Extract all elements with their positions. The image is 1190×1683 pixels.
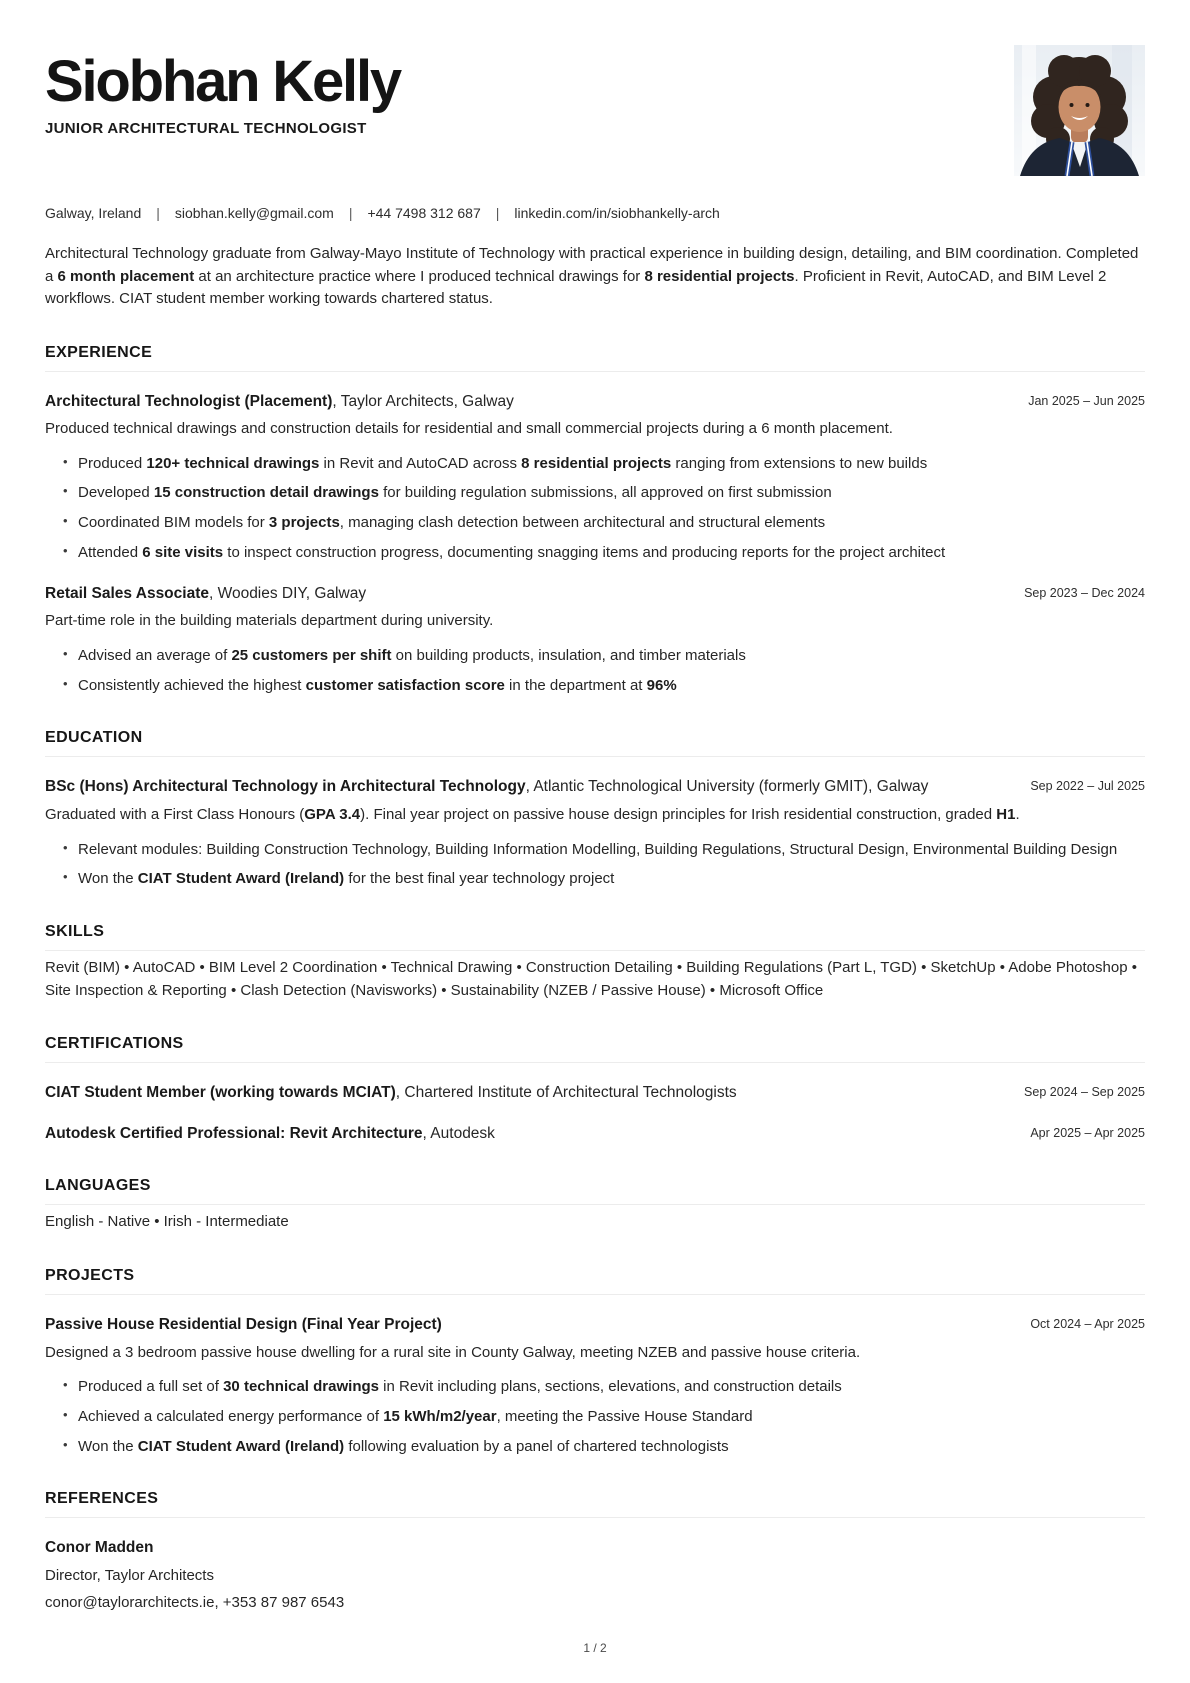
section-heading: SKILLS [45,923,105,941]
contact-separator: | [348,205,353,221]
section-heading: EDUCATION [45,729,143,747]
resume-body [45,344,1145,1615]
section-divider [45,371,1145,372]
resume-section [45,1035,1145,1144]
section-items [45,1314,1145,1457]
resume-section [45,1177,1145,1234]
profile-photo [1014,45,1145,176]
section-divider [45,1517,1145,1518]
resume-item [45,776,1145,890]
resume-item [45,583,1145,697]
resume-item [45,1211,1145,1234]
item-date: Sep 2024 – Sep 2025 [1024,1085,1145,1100]
resume-item [45,1314,1145,1457]
item-description: Produced technical drawings and construction details for residential and small commercial projects during a 6 month placement. [45,420,893,438]
item-description: English - Native • Irish - Intermediate [45,1213,289,1231]
resume-item [45,1082,1145,1104]
item-head [45,1123,1145,1145]
item-title: Architectural Technologist (Placement), Taylor Architects, Galway [45,392,514,410]
item-bullet-list [45,839,1145,891]
section-heading: EXPERIENCE [45,343,153,361]
resume-section [45,923,1145,1002]
section-heading: REFERENCES [45,1490,159,1508]
item-head [45,1314,1145,1336]
item-head [45,776,1145,798]
item-bullet-list [45,1376,1145,1457]
contact-item: linkedin.com/in/siobhankelly-arch [514,205,720,221]
bullet-item: • Consistently achieved the highest customer satisfaction score in the department at 96% [78,675,1145,697]
resume-item [45,391,1145,564]
page-footer [0,1641,1190,1655]
resume-section [45,344,1145,697]
item-date: Oct 2024 – Apr 2025 [1030,1316,1145,1331]
section-divider [45,1062,1145,1063]
item-title: Retail Sales Associate, Woodies DIY, Galway [45,584,367,602]
bullet-item: • Achieved a calculated energy performance of 15 kWh/m2/year, meeting the Passive House Standard [78,1406,1145,1428]
section-items [45,776,1145,890]
item-date: Jan 2025 – Jun 2025 [1028,393,1145,408]
bullet-item: • Advised an average of 25 customers per shift on building products, insulation, and timber materials [78,645,1145,667]
section-heading: PROJECTS [45,1266,135,1284]
item-title: Conor Madden [45,1539,154,1557]
item-head [45,1537,1145,1559]
contact-item: siobhan.kelly@gmail.com [174,205,334,221]
item-title: BSc (Hons) Architectural Technology in Architectural Technology, Atlantic Technological University (formerly GMIT), Galway [45,778,929,796]
resume-item [45,1537,1145,1614]
avatar-illustration [1014,45,1145,176]
bullet-item: • Produced 120+ technical drawings in Revit and AutoCAD across 8 residential projects ranging from extensions to new builds [78,453,1145,475]
item-title: CIAT Student Member (working towards MCIAT), Chartered Institute of Architectural Technologists [45,1084,737,1102]
section-divider [45,756,1145,757]
item-description: Designed a 3 bedroom passive house dwelling for a rural site in County Galway, meeting NZEB and passive house criteria. [45,1343,861,1361]
bullet-item: • Developed 15 construction detail drawings for building regulation submissions, all approved on first submission [78,482,1145,504]
item-title: Autodesk Certified Professional: Revit Architecture, Autodesk [45,1124,495,1142]
resume-item [45,957,1145,1002]
bullet-item: • Produced a full set of 30 technical drawings in Revit including plans, sections, elevations, and construction details [78,1376,1145,1398]
bullet-item: • Coordinated BIM models for 3 projects, managing clash detection between architectural and structural elements [78,512,1145,534]
item-date: Sep 2023 – Dec 2024 [1024,585,1145,600]
section-divider [45,1294,1145,1295]
section-divider [45,950,1145,951]
contact-separator: | [156,205,160,221]
section-items [45,1082,1145,1144]
section-heading: CERTIFICATIONS [45,1035,184,1053]
item-title: Passive House Residential Design (Final Year Project) [45,1315,442,1333]
item-description: conor@taylorarchitects.ie, +353 87 987 6543 [45,1593,345,1611]
bullet-item: • Won the CIAT Student Award (Ireland) for the best final year technology project [78,868,1145,890]
contact-separator: | [495,205,500,221]
item-bullet-list [45,453,1145,564]
resume-item [45,1123,1145,1145]
contact-item: +44 7498 312 687 [367,205,481,221]
page-number: 1 / 2 [583,1641,607,1655]
bullet-item: • Relevant modules: Building Construction Technology, Building Information Modelling, Building Regulations, Structural Design, Environmental Building Design [78,839,1145,861]
summary-paragraph: Architectural Technology graduate from Galway-Mayo Institute of Technology with practical experience in building design, detailing, and BIM coordination. Completed a 6 month placement at an architecture practice where I produced technical drawings for 8 residential projects. Proficient in Revit, AutoCAD, and BIM Level 2 workflows. CIAT student member working towards chartered status. [45,245,1139,307]
item-description: Graduated with a First Class Honours (GPA 3.4). Final year project on passive house design principles for Irish residential construction, graded H1. [45,806,1020,824]
section-items [45,957,1145,1002]
item-description: Part-time role in the building materials department during university. [45,612,494,630]
resume-section [45,1490,1145,1614]
section-divider [45,1204,1145,1205]
item-date: Apr 2025 – Apr 2025 [1030,1125,1145,1140]
candidate-name: Siobhan Kelly [45,49,400,114]
candidate-job-title: JUNIOR ARCHITECTURAL TECHNOLOGIST [45,119,367,137]
header-text-block [45,40,400,137]
item-head [45,391,1145,413]
section-items [45,391,1145,697]
resume-header [45,40,1145,176]
item-bullet-list [45,645,1145,697]
resume-section [45,1267,1145,1457]
resume-section [45,729,1145,890]
item-description: Revit (BIM) • AutoCAD • BIM Level 2 Coordination • Technical Drawing • Construction Detailing • Building Regulations (Part L, TGD) • SketchUp • Adobe Photoshop • Site Inspection & Reporting • Clash Detection (Navisworks) • Sustainability (NZEB / Passive House) • Microsoft Office [45,959,1137,999]
contact-item: Galway, Ireland [45,205,142,221]
contact-row [45,205,1145,221]
item-description: Director, Taylor Architects [45,1567,214,1585]
section-heading: LANGUAGES [45,1177,151,1195]
item-date: Sep 2022 – Jul 2025 [1030,779,1145,794]
section-items [45,1537,1145,1614]
section-items [45,1211,1145,1234]
item-head [45,583,1145,605]
bullet-item: • Attended 6 site visits to inspect construction progress, documenting snagging items and producing reports for the project architect [78,542,1145,564]
item-head [45,1082,1145,1104]
bullet-item: • Won the CIAT Student Award (Ireland) following evaluation by a panel of chartered technologists [78,1436,1145,1458]
